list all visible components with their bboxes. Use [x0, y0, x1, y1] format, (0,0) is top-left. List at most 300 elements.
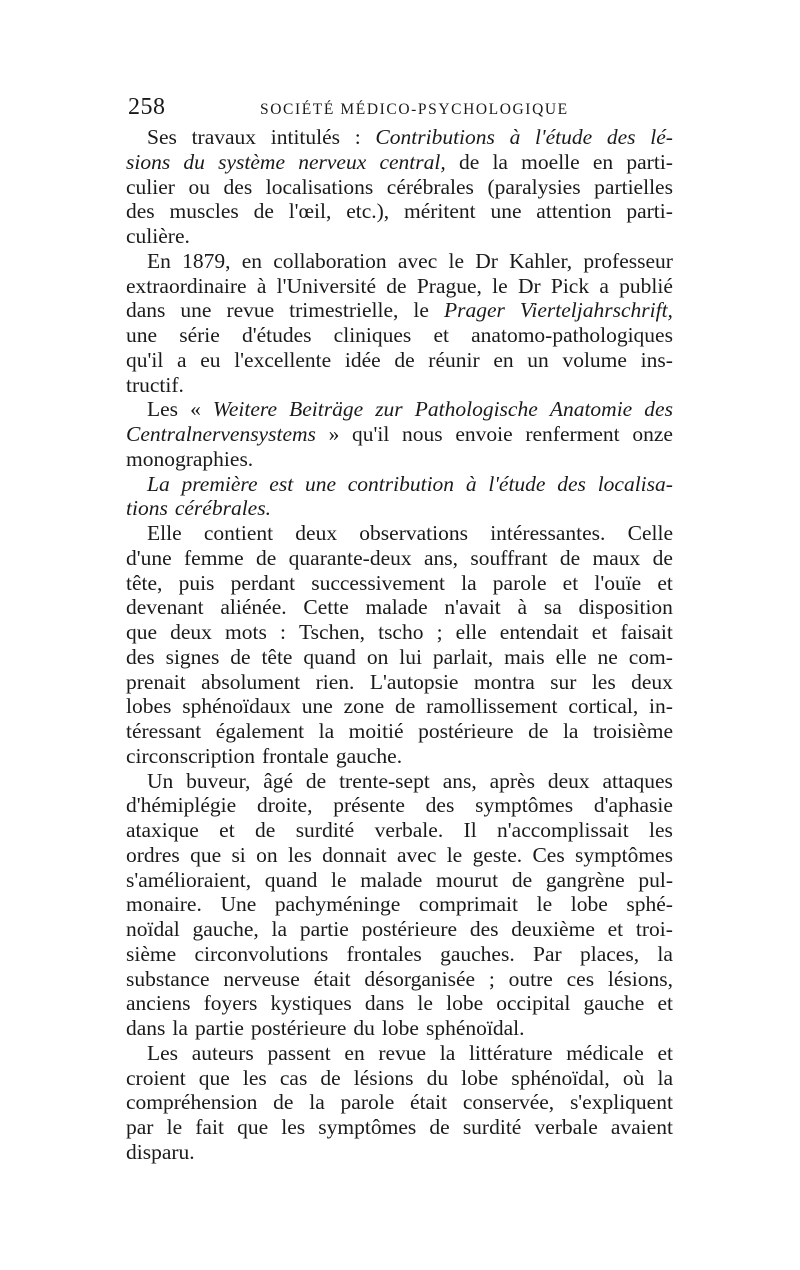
word: l'excellente: [234, 347, 332, 372]
word: lobes: [126, 694, 172, 719]
word: contient: [203, 521, 274, 545]
word: système: [218, 149, 285, 174]
word: symptômes: [475, 793, 574, 818]
word: sions: [126, 149, 171, 174]
word: noïdal: [126, 917, 180, 941]
text-line: [126, 199, 673, 224]
word: zone: [343, 694, 385, 719]
word: téressant: [126, 719, 202, 743]
text-line: [126, 694, 673, 719]
word: lobe: [446, 991, 484, 1016]
word: la: [271, 917, 288, 941]
word: ataxique: [126, 818, 199, 842]
text-line: [126, 1016, 673, 1041]
word: envoie: [455, 422, 513, 446]
word: en: [344, 1040, 365, 1065]
word: une: [490, 199, 522, 224]
text-line: [126, 521, 673, 546]
word: la: [172, 1016, 188, 1040]
word: de: [559, 545, 581, 570]
word: des: [126, 199, 155, 224]
word: verbale.: [374, 818, 444, 842]
word: cas: [279, 1065, 308, 1090]
text-line: [126, 595, 673, 620]
running-title: SOCIÉTÉ MÉDICO-PSYCHOLOGIQUE: [260, 101, 569, 118]
word: ordres: [126, 842, 180, 867]
word: monographies.: [126, 446, 254, 471]
word: lobe: [381, 1016, 419, 1040]
word: Dr: [517, 273, 541, 298]
word: aliénée.: [220, 595, 287, 620]
word: on: [256, 842, 278, 867]
word: disposition: [578, 595, 673, 620]
word: la: [492, 149, 508, 174]
word: sphé-: [626, 892, 673, 917]
word: les: [591, 669, 616, 694]
word: de: [511, 867, 533, 892]
word: malade: [360, 867, 423, 892]
word: culier: [126, 174, 175, 199]
word: symptômes: [575, 842, 673, 867]
word: où: [622, 1065, 645, 1090]
word: conservée,: [462, 1090, 555, 1115]
word: :: [354, 125, 361, 149]
word: ces: [566, 966, 595, 991]
word: outre: [508, 966, 553, 991]
word: deux: [631, 669, 673, 694]
word: les: [281, 1115, 306, 1139]
word: d'hémiplégie: [126, 793, 237, 818]
word: frontales: [346, 941, 422, 966]
word: donnait: [322, 842, 387, 867]
word: que: [198, 1065, 230, 1090]
text-line: [126, 1066, 673, 1091]
word: Les: [147, 397, 179, 422]
word: de: [429, 1115, 450, 1139]
word: la: [657, 1065, 673, 1090]
word: également: [215, 719, 305, 743]
word: deuxième: [511, 917, 595, 941]
word: en: [592, 149, 614, 174]
word: que: [190, 842, 222, 867]
word: et: [591, 620, 608, 644]
word: de: [386, 273, 407, 298]
body-text: [126, 125, 673, 1165]
word: Centralnervensystems: [126, 422, 316, 446]
word: Une: [220, 892, 257, 917]
text-line: [126, 397, 673, 422]
word: absolument: [201, 669, 301, 694]
word: de: [256, 545, 277, 570]
word: Weitere: [212, 397, 278, 422]
word: tête,: [126, 570, 163, 595]
word: une: [304, 471, 336, 496]
word: cérébrales: [386, 174, 474, 199]
text-line: [126, 744, 673, 769]
word: médicale: [566, 1040, 644, 1065]
word: ans,: [442, 768, 477, 793]
word: attention: [536, 199, 612, 224]
text-line: [126, 1041, 673, 1066]
word: muscles: [169, 199, 239, 224]
word: observations: [359, 521, 468, 545]
word: la: [461, 570, 477, 595]
word: les: [242, 1065, 267, 1090]
word: La: [147, 471, 170, 496]
word: après: [489, 768, 535, 793]
word: des: [606, 125, 636, 149]
word: les: [649, 818, 673, 842]
word: et: [219, 818, 235, 842]
word: puis: [178, 570, 215, 595]
word: prenait: [126, 669, 186, 694]
word: zur: [375, 397, 403, 422]
word: de: [320, 1065, 341, 1090]
word: troisième: [592, 719, 673, 743]
word: une: [180, 298, 212, 323]
word: Pathologische: [414, 397, 538, 422]
text-line: [126, 323, 673, 348]
word: était: [410, 1090, 448, 1115]
text-line: [126, 1140, 673, 1165]
text-line: [126, 967, 673, 992]
word: pachyméninge: [274, 892, 401, 917]
word: de: [305, 768, 327, 793]
word: partie: [194, 1016, 244, 1040]
word: n'avait: [444, 595, 501, 620]
word: série: [179, 323, 220, 347]
word: cortical,: [568, 694, 639, 719]
word: eu: [200, 347, 221, 372]
word: mais: [504, 644, 545, 669]
word: des: [644, 397, 673, 422]
word: de: [395, 694, 416, 719]
word: est: [269, 471, 294, 496]
text-line: [126, 868, 673, 893]
word: volume: [562, 347, 627, 372]
word: à: [256, 273, 267, 298]
text-line: [126, 571, 673, 596]
word: l'Université: [276, 273, 377, 298]
word: d'études: [241, 323, 312, 347]
word: moitié: [348, 719, 404, 743]
word: droite,: [256, 793, 313, 818]
word: deux: [170, 620, 212, 644]
word: ne: [597, 644, 618, 669]
word: qu'il: [352, 422, 390, 446]
word: circonvolutions: [194, 941, 329, 966]
word: souffrant: [470, 545, 548, 570]
word: présente: [333, 793, 405, 818]
word: fait: [195, 1115, 224, 1139]
word: qu'il: [126, 347, 164, 372]
word: et: [433, 323, 449, 347]
word: des: [557, 471, 586, 496]
word: quand: [264, 867, 318, 892]
word: etc.),: [346, 199, 390, 224]
word: partie: [299, 917, 349, 941]
word: passent: [267, 1040, 331, 1065]
word: gauche,: [192, 917, 259, 941]
word: revue: [226, 298, 275, 323]
word: Il: [463, 818, 477, 842]
word: littérature: [468, 1040, 553, 1065]
word: :: [279, 620, 286, 644]
word: de: [230, 644, 251, 669]
text-line: [126, 942, 673, 967]
word: Ces: [532, 842, 565, 867]
text-line: [126, 991, 673, 1016]
word: rien.: [315, 669, 355, 694]
word: on: [366, 644, 389, 669]
word: elle: [555, 644, 587, 669]
word: sa: [543, 595, 562, 620]
word: parti-: [626, 199, 673, 224]
word: symptômes: [318, 1115, 417, 1139]
word: com-: [628, 644, 673, 669]
word: des: [425, 793, 455, 818]
word: et: [562, 570, 579, 595]
word: parlait,: [432, 644, 494, 669]
word: lé-: [650, 125, 673, 149]
word: croient: [126, 1065, 186, 1090]
word: de: [394, 347, 415, 372]
text-line: [126, 546, 673, 571]
word: tscho: [378, 620, 424, 644]
word: et: [657, 991, 673, 1016]
word: à: [509, 125, 521, 149]
word: foyers: [203, 991, 258, 1016]
word: entendait: [499, 620, 579, 644]
word: de: [273, 1090, 294, 1115]
word: ;: [488, 966, 495, 991]
word: Par: [533, 941, 562, 966]
word: extraordinaire: [126, 273, 247, 298]
text-line: [126, 125, 673, 150]
word: l'ouïe: [594, 570, 642, 595]
page-number: 258: [128, 94, 166, 120]
word: que: [126, 620, 158, 644]
word: l'œil,: [288, 199, 332, 224]
word: dans: [364, 991, 405, 1016]
text-line: [126, 373, 673, 398]
word: monaire.: [126, 892, 202, 917]
word: devenant: [126, 595, 204, 620]
running-head: [128, 94, 674, 126]
word: et: [607, 917, 624, 941]
word: Vierteljahrschrift,: [519, 298, 673, 323]
word: du: [353, 1016, 375, 1040]
word: comprimait: [418, 892, 518, 917]
word: sphénoïdaux: [182, 694, 291, 719]
word: le: [413, 298, 429, 323]
word: avec: [397, 248, 438, 273]
word: avec: [396, 842, 437, 867]
word: En: [147, 248, 171, 273]
word: «: [190, 397, 201, 422]
word: la: [562, 719, 579, 743]
word: signes: [165, 644, 220, 669]
word: s'amélioraient,: [126, 867, 252, 892]
word: Anatomie: [549, 397, 633, 422]
text-line: [126, 224, 673, 249]
word: trimestrielle,: [289, 298, 399, 323]
word: Contributions: [375, 125, 495, 149]
word: le: [417, 991, 433, 1016]
word: le: [536, 892, 553, 917]
word: parole: [492, 570, 547, 595]
word: en: [241, 248, 262, 273]
word: professeur: [583, 248, 673, 273]
word: n'accomplissait: [497, 818, 629, 842]
word: des: [126, 644, 155, 669]
word: méritent: [403, 199, 476, 224]
word: gangrène: [545, 867, 625, 892]
word: de: [253, 199, 274, 224]
word: réunir: [428, 347, 480, 372]
word: les: [287, 842, 312, 867]
word: lobe: [461, 1065, 499, 1090]
word: anciens: [126, 991, 191, 1016]
word: du: [426, 1065, 449, 1090]
word: frontale: [261, 743, 329, 768]
word: compréhension: [126, 1090, 258, 1115]
text-line: [126, 670, 673, 695]
word: si: [231, 842, 246, 867]
word: revue: [378, 1040, 427, 1065]
text-line: [126, 645, 673, 670]
word: la: [309, 1090, 325, 1115]
word: postérieure: [418, 719, 514, 743]
word: idée: [344, 347, 381, 372]
word: lobe: [570, 892, 608, 917]
word: en: [493, 347, 514, 372]
word: une: [301, 694, 333, 719]
word: des: [469, 917, 499, 941]
word: nerveux: [298, 149, 367, 174]
word: geste.: [472, 842, 523, 867]
word: 1879,: [182, 248, 231, 273]
word: ins-: [640, 347, 673, 372]
word: in-: [649, 694, 673, 719]
word: localisa-: [597, 471, 673, 496]
word: et: [657, 1040, 673, 1065]
word: kystiques: [270, 991, 352, 1016]
word: maux: [592, 545, 641, 570]
word: buveur,: [186, 768, 251, 793]
word: sur: [550, 669, 577, 694]
word: lui: [399, 644, 422, 669]
word: troi-: [635, 917, 673, 941]
text-line: [126, 769, 673, 794]
word: la: [318, 719, 335, 743]
word: Elle: [147, 521, 182, 545]
text-line: [126, 496, 673, 521]
word: Pick: [550, 273, 590, 298]
text-line: [126, 447, 673, 472]
word: successivement: [311, 570, 445, 595]
word: attaques: [602, 768, 673, 793]
text-line: [126, 175, 673, 200]
text-line: [126, 1115, 673, 1140]
word: pul-: [638, 867, 673, 892]
word: nous: [402, 422, 443, 446]
text-line: [126, 348, 673, 373]
word: Prague,: [416, 273, 482, 298]
word: avaient: [610, 1115, 673, 1139]
word: mots: [225, 620, 267, 644]
word: et: [657, 570, 673, 595]
word: partielles: [594, 174, 673, 199]
word: l'étude: [535, 125, 593, 149]
word: la: [439, 1040, 456, 1065]
word: intitulés: [270, 125, 341, 149]
word: le: [446, 842, 463, 867]
word: verbale: [534, 1115, 598, 1139]
word: que: [237, 1115, 269, 1139]
word: parti-: [626, 149, 673, 174]
word: nerveuse: [223, 966, 300, 991]
word: tructif.: [126, 372, 184, 397]
word: sphénoïdal.: [425, 1016, 525, 1040]
word: sième: [126, 941, 177, 966]
word: ou: [188, 174, 210, 199]
word: Celle: [627, 521, 673, 545]
word: des: [223, 174, 253, 199]
word: tions: [126, 496, 168, 521]
word: le: [448, 248, 465, 273]
word: Beiträge: [289, 397, 364, 422]
word: par: [126, 1115, 154, 1139]
word: de: [652, 545, 673, 570]
word: mourut: [436, 867, 499, 892]
word: deux: [547, 768, 590, 793]
text-line: [126, 472, 673, 497]
word: surdité: [462, 1115, 522, 1139]
word: dans: [126, 1016, 166, 1040]
word: contribution: [347, 471, 455, 496]
word: de: [255, 818, 276, 842]
word: s'expliquent: [569, 1090, 673, 1115]
word: Les: [147, 1040, 179, 1065]
word: anatomo-pathologiques: [471, 323, 673, 347]
word: L'autopsie: [369, 669, 459, 694]
word: Kahler,: [509, 248, 573, 273]
word: substance: [126, 966, 210, 991]
word: Cette: [303, 595, 349, 620]
word: trente-sept: [339, 768, 430, 793]
word: à: [465, 471, 477, 496]
word: gauche.: [335, 743, 403, 768]
word: perdant: [230, 570, 296, 595]
word: lésions,: [607, 966, 673, 991]
word: à: [517, 595, 528, 620]
text-line: [126, 150, 673, 175]
word: ;: [436, 620, 443, 644]
text-line: [126, 249, 673, 274]
text-line: [126, 793, 673, 818]
word: »: [328, 422, 340, 446]
word: âgé: [263, 768, 294, 793]
text-line: [126, 843, 673, 868]
word: a: [177, 347, 187, 372]
word: Prager: [443, 298, 505, 323]
word: gauches.: [440, 941, 515, 966]
text-line: [126, 274, 673, 299]
word: places,: [580, 941, 640, 966]
word: un: [527, 347, 549, 372]
text-line: [126, 719, 673, 744]
